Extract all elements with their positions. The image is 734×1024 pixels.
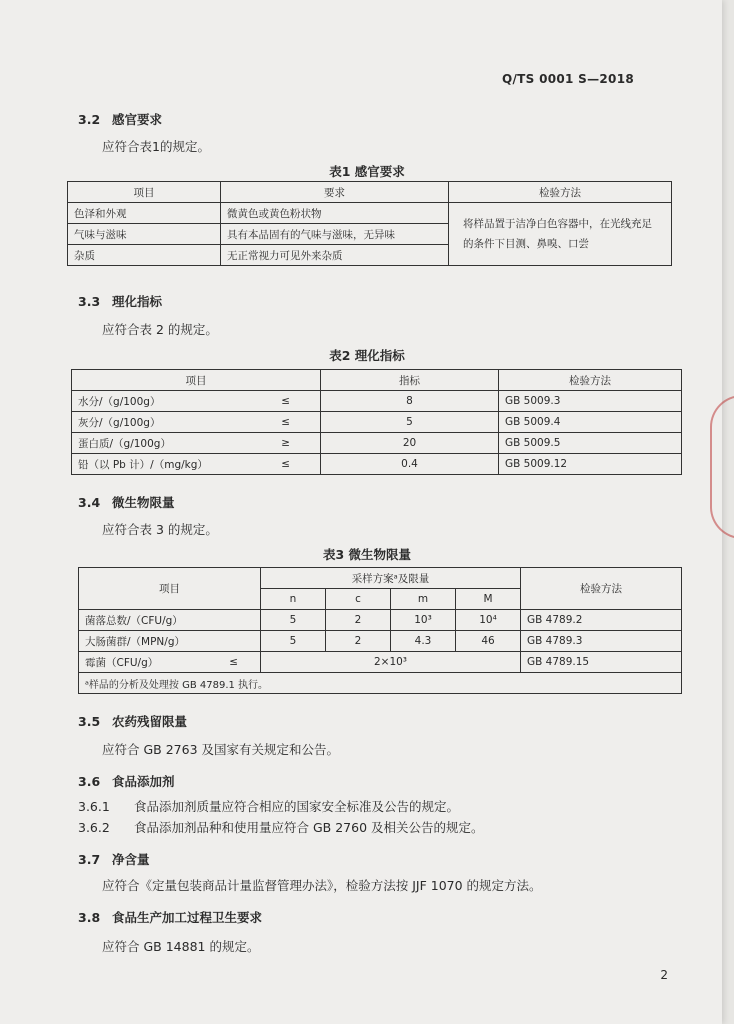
header-m: m — [391, 589, 456, 610]
table-1-sensory — [67, 181, 672, 266]
header-requirement: 要求 — [221, 182, 449, 203]
cell-method: GB 4789.2 — [521, 610, 682, 631]
table-3-microbial — [78, 567, 682, 694]
cell-method: GB 5009.4 — [499, 412, 682, 433]
cell-requirement: 微黄色或黄色粉状物 — [221, 203, 449, 224]
cell-value: 20 — [321, 433, 499, 454]
cell-requirement: 具有本品固有的气味与滋味，无异味 — [221, 224, 449, 245]
header-item: 项目 — [72, 370, 321, 391]
header-method: 检验方法 — [521, 568, 682, 610]
table-2-physicochemical — [71, 369, 682, 475]
header-method: 检验方法 — [449, 182, 672, 203]
cell-operator: ≤ — [244, 412, 321, 433]
table-header-row — [72, 370, 682, 391]
cell-item: 灰分/（g/100g） — [72, 412, 245, 433]
header-index: 指标 — [321, 370, 499, 391]
section-3-4-text: 应符合表 3 的规定。 — [102, 522, 218, 537]
cell-c: 2 — [326, 610, 391, 631]
cell-method: GB 5009.12 — [499, 454, 682, 475]
table-row — [72, 454, 682, 475]
section-3-3-text: 应符合表 2 的规定。 — [102, 322, 218, 337]
section-3-2-text: 应符合表1的规定。 — [102, 139, 210, 154]
cell-operator: ≤ — [244, 454, 321, 475]
section-3-2-heading: 3.2 感官要求 — [78, 112, 163, 127]
table-row — [72, 391, 682, 412]
cell-M: 46 — [456, 631, 521, 652]
section-3-4-heading: 3.4 微生物限量 — [78, 495, 175, 510]
cell-item: 菌落总数/（CFU/g） — [79, 610, 261, 631]
cell-value: 5 — [321, 412, 499, 433]
header-item: 项目 — [79, 568, 261, 610]
table-row — [72, 412, 682, 433]
cell-requirement: 无正常视力可见外来杂质 — [221, 245, 449, 266]
section-3-7-text: 应符合《定量包装商品计量监督管理办法》，检验方法按 JJF 1070 的规定方法。 — [102, 878, 542, 893]
seal-stamp-edge — [710, 395, 734, 539]
cell-value: 8 — [321, 391, 499, 412]
table-row — [79, 652, 682, 673]
cell-item: 杂质 — [68, 245, 221, 266]
cell-item: 大肠菌群/（MPN/g） — [79, 631, 261, 652]
cell-item: 色泽和外观 — [68, 203, 221, 224]
header-method: 检验方法 — [499, 370, 682, 391]
table-row — [79, 631, 682, 652]
table-row — [72, 433, 682, 454]
table-header-row — [79, 568, 682, 589]
cell-method: GB 4789.15 — [521, 652, 682, 673]
cell-operator: ≤ — [205, 652, 260, 673]
cell-c: 2 — [326, 631, 391, 652]
section-3-8-heading: 3.8 食品生产加工过程卫生要求 — [78, 910, 263, 925]
header-item: 项目 — [68, 182, 221, 203]
cell-m: 10³ — [391, 610, 456, 631]
cell-item: 气味与滋味 — [68, 224, 221, 245]
section-3-5-text: 应符合 GB 2763 及国家有关规定和公告。 — [102, 742, 339, 757]
cell-method: GB 5009.3 — [499, 391, 682, 412]
table-note-row — [79, 673, 682, 694]
table-row — [68, 203, 672, 224]
cell-method: GB 4789.3 — [521, 631, 682, 652]
cell-n: 5 — [261, 610, 326, 631]
cell-value: 2×10³ — [261, 652, 521, 673]
cell-method: GB 5009.5 — [499, 433, 682, 454]
page-number: 2 — [660, 968, 668, 982]
table-1-caption: 表1 感官要求 — [329, 164, 405, 179]
section-3-5-heading: 3.5 农药残留限量 — [78, 714, 188, 729]
header-c: c — [326, 589, 391, 610]
cell-operator: ≥ — [244, 433, 321, 454]
section-3-3-heading: 3.3 理化指标 — [78, 294, 163, 309]
table-note: ᵃ样品的分析及处理按 GB 4789.1 执行。 — [79, 673, 682, 694]
table-2-caption: 表2 理化指标 — [329, 348, 405, 363]
table-row — [79, 610, 682, 631]
cell-item: 水分/（g/100g） — [72, 391, 245, 412]
section-3-6-heading: 3.6 食品添加剂 — [78, 774, 175, 789]
table-header-row — [68, 182, 672, 203]
standard-number: Q/TS 0001 S—2018 — [501, 72, 634, 86]
cell-method: 将样品置于洁净白色容器中，在光线充足的条件下目测、鼻嗅、口尝 — [449, 203, 672, 266]
cell-item: 铅（以 Pb 计）/（mg/kg） — [72, 454, 245, 475]
clause-3-6-2: 3.6.2 食品添加剂品种和使用量应符合 GB 2760 及相关公告的规定。 — [78, 820, 484, 835]
clause-3-6-1: 3.6.1 食品添加剂质量应符合相应的国家安全标准及公告的规定。 — [78, 799, 460, 814]
section-3-7-heading: 3.7 净含量 — [78, 852, 150, 867]
cell-m: 4.3 — [391, 631, 456, 652]
cell-M: 10⁴ — [456, 610, 521, 631]
cell-n: 5 — [261, 631, 326, 652]
cell-item: 霉菌（CFU/g） — [79, 652, 206, 673]
header-sampling-plan: 采样方案ᵃ及限量 — [261, 568, 521, 589]
cell-operator: ≤ — [244, 391, 321, 412]
cell-item: 蛋白质/（g/100g） — [72, 433, 245, 454]
cell-value: 0.4 — [321, 454, 499, 475]
table-3-caption: 表3 微生物限量 — [322, 547, 412, 562]
section-3-8-text: 应符合 GB 14881 的规定。 — [102, 939, 260, 954]
header-n: n — [261, 589, 326, 610]
header-M: M — [456, 589, 521, 610]
